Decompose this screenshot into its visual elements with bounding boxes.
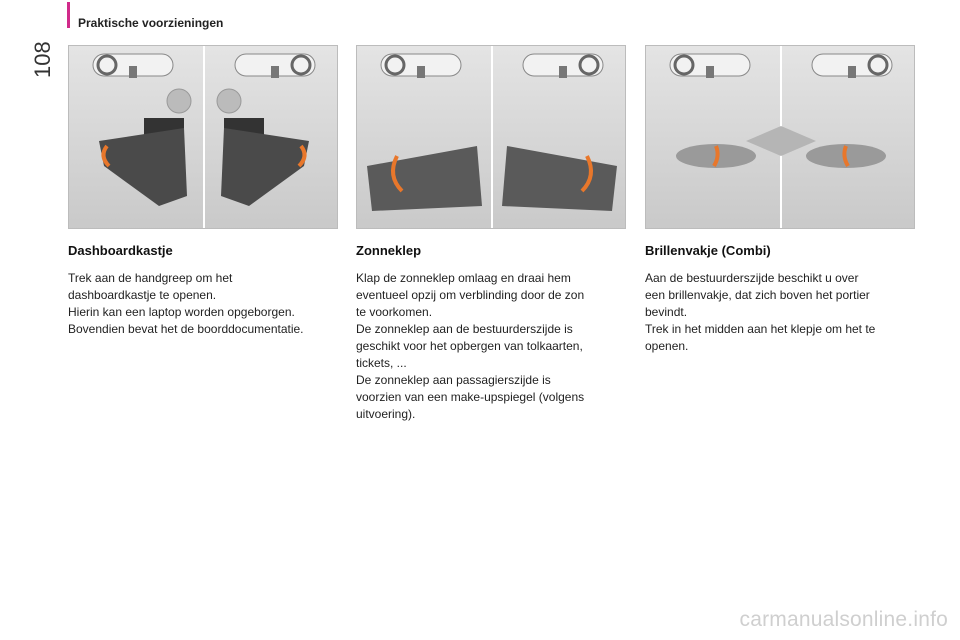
section-glovebox <box>68 45 338 338</box>
section-title: Praktische voorzieningen <box>78 16 224 30</box>
body-line: dashboardkastje te openen. <box>68 288 217 302</box>
page-number <box>30 41 56 78</box>
section-heading: Zonneklep <box>356 243 422 258</box>
body-line: eventueel opzij om verblinding door de zon <box>356 288 585 302</box>
section-body <box>356 270 626 423</box>
body-line: openen. <box>645 339 689 353</box>
body-line: Klap de zonneklep omlaag en draai hem <box>356 271 571 285</box>
body-line: geschikt voor het opbergen van tolkaarten, <box>356 339 583 353</box>
section-heading: Dashboardkastje <box>68 243 173 258</box>
section-body <box>68 270 338 338</box>
body-line: bevindt. <box>645 305 688 319</box>
body-line: uitvoering). <box>356 407 416 421</box>
section-body <box>645 270 915 355</box>
watermark: carmanualsonline.info <box>739 608 948 631</box>
section-glasses-holder <box>645 45 915 355</box>
body-line: tickets, ... <box>356 356 407 370</box>
section-heading: Brillenvakje (Combi) <box>645 243 771 258</box>
page-number-text: 108 <box>30 41 55 78</box>
section-sun-visor <box>356 45 626 423</box>
sun-visor-illustration <box>356 45 626 229</box>
body-line: voorzien van een make-upspiegel (volgens <box>356 390 585 404</box>
body-line: Trek in het midden aan het klepje om het te <box>645 322 876 336</box>
glovebox-illustration <box>68 45 338 229</box>
body-line: Trek aan de handgreep om het <box>68 271 233 285</box>
body-line: te voorkomen. <box>356 305 433 319</box>
body-line: Aan de bestuurderszijde beschikt u over <box>645 271 859 285</box>
body-line: De zonneklep aan passagierszijde is <box>356 373 551 387</box>
body-line: Bovendien bevat het de boorddocumentatie. <box>68 322 304 336</box>
section-accent-bar <box>67 2 70 28</box>
body-line: De zonneklep aan de bestuurderszijde is <box>356 322 573 336</box>
glasses-holder-illustration <box>645 45 915 229</box>
body-line: Hierin kan een laptop worden opgeborgen. <box>68 305 295 319</box>
body-line: een brillenvakje, dat zich boven het portier <box>645 288 870 302</box>
